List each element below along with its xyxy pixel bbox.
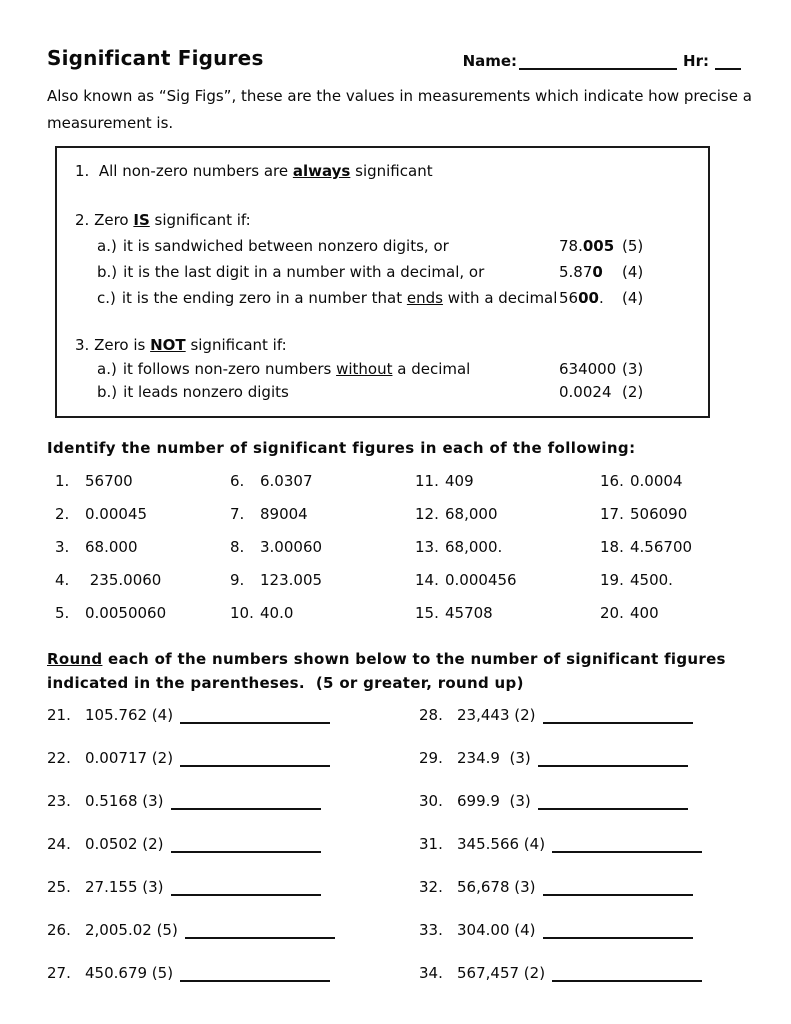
rule-item-label: c.) [97,289,116,307]
example-number: 634000 [559,360,617,378]
item-value: 450.679 (5) [85,964,174,982]
item-number: 14. [415,571,439,589]
item-number: 16. [600,472,624,490]
item-number: 12. [415,505,439,523]
round-item [47,878,419,898]
rule-item [97,381,708,404]
item-value: 68,000. [445,538,503,556]
rule-item-text: it is the last digit in a number with a decimal, or [123,263,485,281]
rule-item [97,259,708,285]
identify-item [55,505,230,525]
item-number: 24. [47,835,71,853]
round-heading-line-2: indicated in the parentheses. (5 or greater, round up) [47,674,524,692]
identify-item [415,604,600,624]
round-item [419,749,741,769]
item-number: 18. [600,538,624,556]
rule-emphasis: always [292,162,351,180]
name-hr-line [463,52,741,70]
rule-text: All non-zero numbers are [89,162,293,180]
item-value: 0.000456 [445,571,517,589]
identify-item [415,538,600,558]
item-number: 34. [419,964,443,982]
item-number: 32. [419,878,443,896]
item-value: 45708 [445,604,493,622]
round-heading-text: each of the numbers shown below to the number of significant figures [102,650,726,668]
answer-blank-line [552,841,702,853]
rule-text: Zero [89,211,134,229]
example-bold-digits: 00 [578,289,599,307]
answer-blank-line [543,884,693,896]
identify-item [55,472,230,492]
item-value: 68.000 [85,538,138,556]
round-item [47,792,419,812]
item-number: 25. [47,878,71,896]
answer-blank-line [171,884,321,896]
example-number: 0.0024 [559,383,612,401]
round-item [47,964,419,984]
rule-item-underlined-word: ends [406,289,443,307]
round-item [47,835,419,855]
item-number: 20. [600,604,624,622]
rule-example [559,259,622,285]
hr-blank-line [715,58,741,70]
answer-blank-line [171,841,321,853]
round-heading [47,647,741,695]
answer-blank-line [543,927,693,939]
rule-2 [75,207,708,311]
rules-box [55,146,710,418]
rule-item-text: it follows non-zero numbers [122,360,337,378]
round-item [419,964,741,984]
item-value: 235.0060 [85,571,162,589]
rule-example [559,358,622,381]
rule-2-heading [75,207,708,233]
item-value: 234.9 (3) [457,749,531,767]
identify-item [415,472,600,492]
intro-line-2: measurement is. [47,114,174,132]
item-number: 26. [47,921,71,939]
item-value: 2,005.02 (5) [85,921,178,939]
answer-blank-line [185,927,335,939]
identify-item [600,571,740,591]
rule-number: 2. [75,211,90,229]
intro-line-1: Also known as “Sig Figs”, these are the values in measurements which indicate how precise a [47,87,752,105]
rule-item-label: b.) [97,383,118,401]
item-number: 9. [230,571,245,589]
example-number: 5.87 [559,263,593,281]
identify-item [55,538,230,558]
example-number: 56 [559,289,579,307]
sig-fig-count: (4) [622,263,644,281]
item-number: 2. [55,505,70,523]
round-item [47,749,419,769]
round-item [419,706,741,726]
rule-3-heading [75,332,708,358]
item-value: 4500. [630,571,673,589]
item-value: 4.56700 [630,538,693,556]
round-heading-line-1 [47,647,741,671]
rule-item-text: a decimal [392,360,471,378]
item-value: 0.00045 [85,505,148,523]
rule-text: significant [350,162,433,180]
item-value: 105.762 (4) [85,706,174,724]
item-number: 29. [419,749,443,767]
item-number: 15. [415,604,439,622]
worksheet-header [47,46,741,70]
item-value: 0.5168 (3) [85,792,164,810]
item-value: 400 [630,604,659,622]
item-number: 17. [600,505,624,523]
item-number: 4. [55,571,70,589]
item-number: 13. [415,538,439,556]
rule-3 [75,332,708,404]
item-number: 22. [47,749,71,767]
rule-example [559,285,622,311]
identify-heading: Identify the number of significant figures in each of the following: [47,439,636,457]
answer-blank-line [180,970,330,982]
rule-emphasis: NOT [150,336,186,354]
answer-blank-line [538,798,688,810]
item-value: 345.566 (4) [457,835,546,853]
identify-item [600,538,740,558]
rule-item-description [97,259,559,285]
sig-fig-count: (5) [622,237,644,255]
rule-text: significant if: [185,336,287,354]
item-value: 40.0 [260,604,294,622]
page-title: Significant Figures [47,46,264,70]
rule-item [97,233,708,259]
rule-text: significant if: [149,211,251,229]
item-value: 123.005 [260,571,323,589]
item-number: 23. [47,792,71,810]
rule-number: 1. [75,162,90,180]
identify-item [230,472,415,492]
item-value: 3.00060 [260,538,323,556]
item-number: 7. [230,505,245,523]
answer-blank-line [180,712,330,724]
item-value: 304.00 (4) [457,921,536,939]
answer-blank-line [538,755,688,767]
identify-items-grid [55,472,741,624]
item-number: 5. [55,604,70,622]
example-bold-digits: 0 [592,263,603,281]
identify-item [600,604,740,624]
item-number: 8. [230,538,245,556]
rule-emphasis: IS [133,211,150,229]
rule-text: Zero is [89,336,151,354]
sig-fig-count: (2) [622,383,644,401]
identify-item [55,571,230,591]
item-value: 699.9 (3) [457,792,531,810]
item-number: 28. [419,706,443,724]
rule-item-text: it leads nonzero digits [123,383,289,401]
intro-text [47,83,752,137]
rule-item-label: b.) [97,263,118,281]
round-items-grid [47,706,741,984]
item-number: 1. [55,472,70,490]
rule-item-description [97,285,559,311]
rule-item-text: with a decimal [442,289,558,307]
rule-item-description [97,358,559,381]
rule-example [559,381,622,404]
item-number: 6. [230,472,245,490]
identify-item [415,571,600,591]
example-number: . [598,289,604,307]
hr-label: Hr: [683,52,709,70]
round-underlined-word: Round [47,650,103,668]
identify-item [600,505,740,525]
rule-item [97,285,708,311]
rule-number: 3. [75,336,90,354]
item-value: 0.0502 (2) [85,835,164,853]
name-label: Name: [462,52,518,70]
item-value: 89004 [260,505,308,523]
item-value: 506090 [630,505,688,523]
identify-item [230,571,415,591]
item-number: 3. [55,538,70,556]
item-value: 56,678 (3) [457,878,536,896]
round-item [47,706,419,726]
example-bold-digits: 005 [582,237,615,255]
identify-item [230,604,415,624]
rule-1 [75,158,708,184]
sig-fig-count: (4) [622,289,644,307]
name-blank-line [519,58,677,70]
answer-blank-line [171,798,321,810]
rule-item-text: it is sandwiched between nonzero digits, or [122,237,449,255]
item-number: 30. [419,792,443,810]
item-number: 11. [415,472,439,490]
rule-item-underlined-word: without [336,360,393,378]
item-value: 27.155 (3) [85,878,164,896]
identify-item [55,604,230,624]
round-item [419,921,741,941]
identify-item [230,538,415,558]
identify-item [230,505,415,525]
rule-item-description [97,233,559,259]
example-number: 78. [559,237,583,255]
round-item [419,878,741,898]
identify-item [415,505,600,525]
identify-item [600,472,740,492]
item-value: 0.0050060 [85,604,167,622]
item-value: 567,457 (2) [457,964,546,982]
rule-item-label: a.) [97,360,117,378]
rule-item-text: it is the ending zero in a number that [121,289,407,307]
item-value: 68,000 [445,505,498,523]
answer-blank-line [543,712,693,724]
rule-example [559,233,622,259]
item-number: 10. [230,604,254,622]
item-number: 19. [600,571,624,589]
answer-blank-line [180,755,330,767]
item-number: 31. [419,835,443,853]
round-item [419,792,741,812]
item-value: 23,443 (2) [457,706,536,724]
item-number: 27. [47,964,71,982]
rule-item-label: a.) [97,237,117,255]
round-item [47,921,419,941]
item-number: 33. [419,921,443,939]
round-item [419,835,741,855]
item-value: 56700 [85,472,133,490]
item-value: 409 [445,472,474,490]
item-value: 0.00717 (2) [85,749,174,767]
rule-item-description [97,381,559,404]
answer-blank-line [552,970,702,982]
sig-fig-count: (3) [622,360,644,378]
item-number: 21. [47,706,71,724]
item-value: 6.0307 [260,472,313,490]
item-value: 0.0004 [630,472,683,490]
rule-item [97,358,708,381]
